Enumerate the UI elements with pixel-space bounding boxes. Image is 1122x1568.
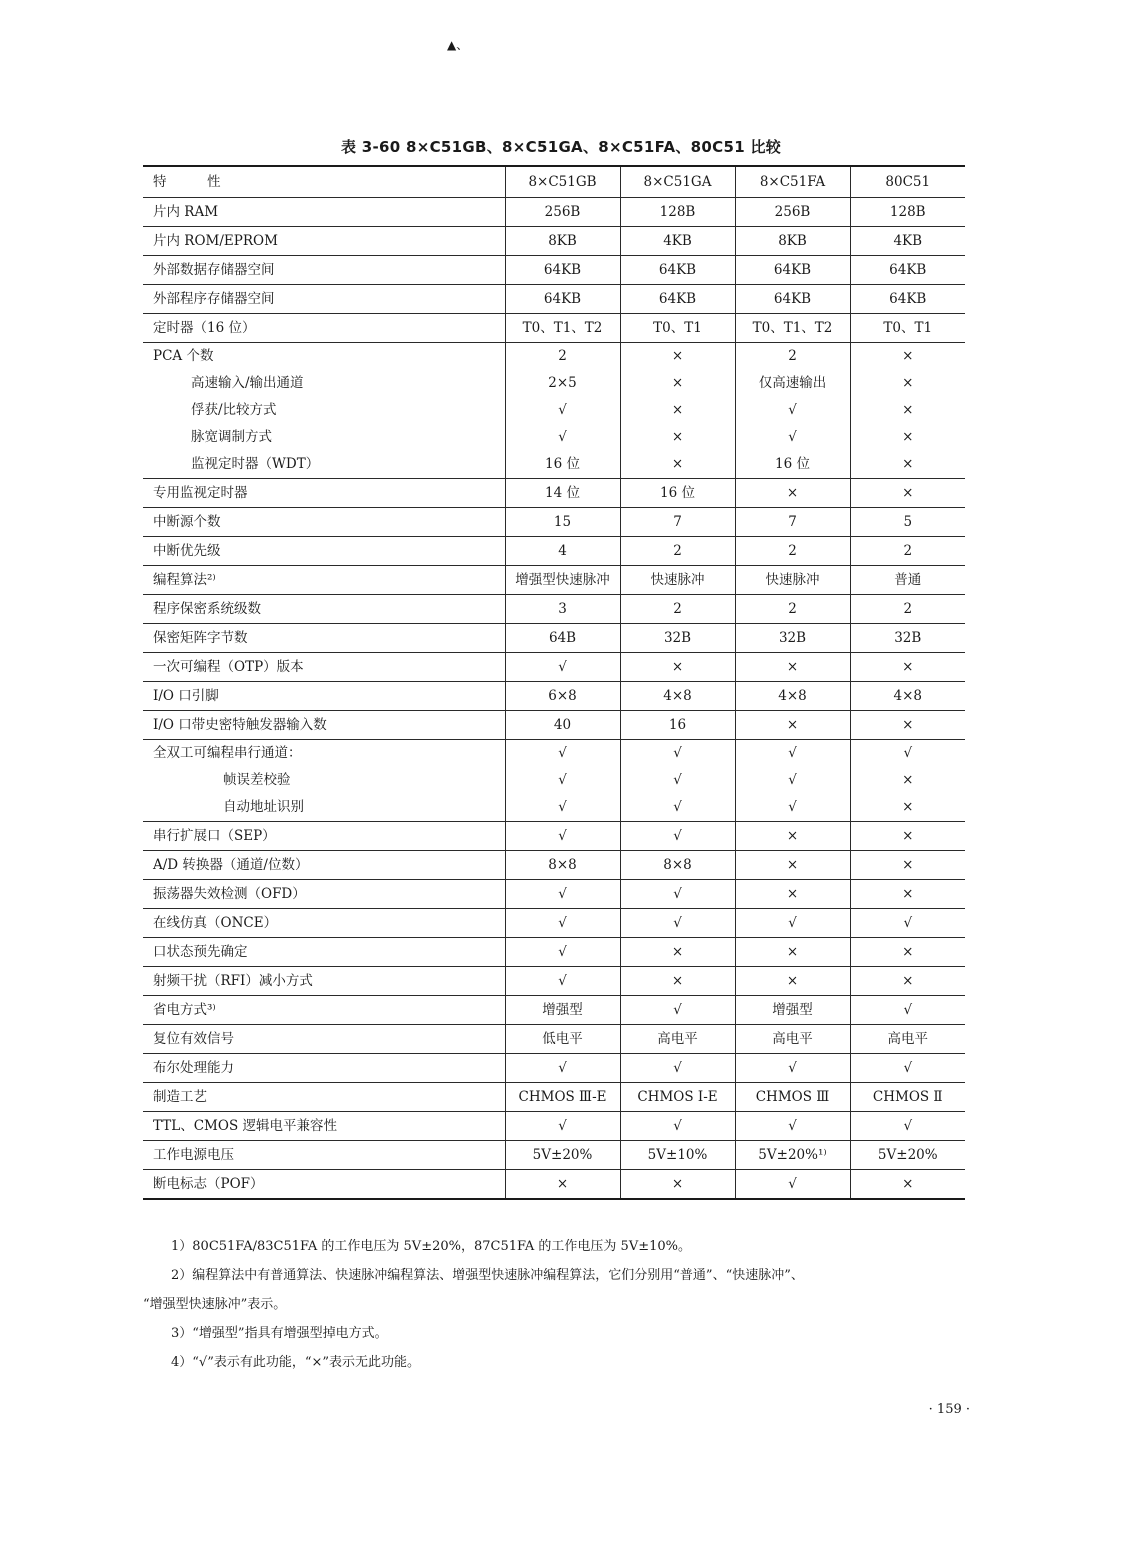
row-label: 一次可编程（OTP）版本 [143, 653, 505, 682]
cell-value: 16 [620, 711, 735, 740]
cell-value: 8KB [735, 227, 850, 256]
row-label: 高速输入/输出通道 [191, 375, 304, 391]
header-8xc51fa: 8×C51FA [735, 166, 850, 198]
cell-value: × [505, 1170, 620, 1200]
cell-value: × [671, 402, 684, 418]
cell-value: 仅高速输出 [758, 375, 827, 391]
cell-value: 64KB [505, 256, 620, 285]
cell-value: 4KB [620, 227, 735, 256]
cell-value: CHMOS Ⅲ-E [505, 1083, 620, 1112]
cell-value: 7 [620, 508, 735, 537]
cell-value: √ [673, 772, 682, 788]
cell-value: √ [505, 1054, 620, 1083]
cell-value: √ [735, 1054, 850, 1083]
cell-value: 2 [850, 537, 965, 566]
cell-value: 256B [735, 198, 850, 227]
table-row-group [143, 740, 965, 822]
cell-value-group [850, 740, 965, 822]
row-label: 工作电源电压 [143, 1141, 505, 1170]
cell-value: × [620, 967, 735, 996]
cell-value: √ [620, 822, 735, 851]
table-row [143, 938, 965, 967]
cell-value: × [735, 967, 850, 996]
row-label: 口状态预先确定 [143, 938, 505, 967]
cell-value: 14 位 [505, 479, 620, 508]
cell-value: × [850, 938, 965, 967]
table-row [143, 198, 965, 227]
cell-value: 4×8 [620, 682, 735, 711]
footnote: 3）“增强型”指具有增强型掉电方式。 [171, 1326, 388, 1341]
cell-value: √ [505, 909, 620, 938]
cell-value: 低电平 [505, 1025, 620, 1054]
footnote: 1）80C51FA/83C51FA 的工作电压为 5V±20%，87C51FA 的工作电压为 5V±10%。 [171, 1239, 692, 1254]
cell-value: 64KB [735, 256, 850, 285]
cell-value: × [850, 822, 965, 851]
cell-value: × [850, 653, 965, 682]
cell-value: 2 [850, 595, 965, 624]
cell-value: CHMOS Ⅰ-E [620, 1083, 735, 1112]
cell-value: √ [850, 996, 965, 1025]
header-feature: 特 性 [143, 166, 505, 198]
cell-value: × [850, 967, 965, 996]
cell-value: 2 [735, 537, 850, 566]
comparison-table [143, 165, 965, 1200]
table-row [143, 1141, 965, 1170]
top-mark: ▲、 [447, 38, 469, 52]
cell-value: 32B [850, 624, 965, 653]
row-label: PCA 个数 [153, 348, 214, 364]
footnote: 4）“√”表示有此功能，“×”表示无此功能。 [171, 1355, 421, 1370]
row-label: 射频干扰（RFI）减小方式 [143, 967, 505, 996]
row-label: 保密矩阵字节数 [143, 624, 505, 653]
table-row [143, 1025, 965, 1054]
cell-value: 2 [788, 348, 797, 364]
cell-value: 增强型 [735, 996, 850, 1025]
row-label: 中断优先级 [143, 537, 505, 566]
cell-value: 128B [850, 198, 965, 227]
row-label: 帧误差校验 [223, 772, 291, 788]
cell-value: 高电平 [850, 1025, 965, 1054]
row-label: 全双工可编程串行通道： [153, 745, 302, 761]
cell-value: T0、T1 [850, 314, 965, 343]
row-label: 监视定时器（WDT） [191, 456, 320, 472]
cell-value: 普通 [850, 566, 965, 595]
table-title: 表 3-60 8×C51GB、8×C51GA、8×C51FA、80C51 比较 [340, 138, 782, 156]
cell-value: 32B [735, 624, 850, 653]
page-number: · 159 · [928, 1402, 970, 1417]
cell-value: 5V±20%¹⁾ [735, 1141, 850, 1170]
cell-value: √ [558, 745, 567, 761]
cell-value: 16 位 [620, 479, 735, 508]
cell-value: 4 [505, 537, 620, 566]
cell-value: CHMOS Ⅲ [735, 1083, 850, 1112]
cell-value: T0、T1、T2 [505, 314, 620, 343]
cell-value: 8×8 [505, 851, 620, 880]
cell-value: × [620, 938, 735, 967]
table-row [143, 967, 965, 996]
cell-value: × [735, 479, 850, 508]
cell-value: √ [788, 799, 797, 815]
cell-value: 64B [505, 624, 620, 653]
cell-value: 4KB [850, 227, 965, 256]
cell-value: √ [620, 880, 735, 909]
row-label: 制造工艺 [143, 1083, 505, 1112]
cell-value: √ [505, 967, 620, 996]
cell-value: √ [505, 653, 620, 682]
cell-value: √ [620, 1054, 735, 1083]
cell-value: 2 [620, 595, 735, 624]
row-label: 自动地址识别 [223, 799, 304, 815]
cell-value: 快速脉冲 [735, 566, 850, 595]
header-8xc51ga: 8×C51GA [620, 166, 735, 198]
table-row [143, 1083, 965, 1112]
footnote-continuation: “增强型快速脉冲”表示。 [143, 1297, 287, 1312]
row-label: I/O 口带史密特触发器输入数 [143, 711, 505, 740]
table-row [143, 1170, 965, 1200]
row-label: 脉宽调制方式 [191, 429, 272, 445]
row-label: A/D 转换器（通道/位数） [143, 851, 505, 880]
cell-value: 高电平 [735, 1025, 850, 1054]
table-row [143, 996, 965, 1025]
table-row [143, 880, 965, 909]
row-label: TTL、CMOS 逻辑电平兼容性 [143, 1112, 505, 1141]
cell-value: √ [505, 880, 620, 909]
cell-value: 2 [735, 595, 850, 624]
cell-value: 32B [620, 624, 735, 653]
header-8xc51gb: 8×C51GB [505, 166, 620, 198]
cell-value: × [671, 375, 684, 391]
table-row-group [143, 343, 965, 479]
cell-value: 7 [735, 508, 850, 537]
row-label: 程序保密系统级数 [143, 595, 505, 624]
cell-value: √ [620, 1112, 735, 1141]
cell-value-group [505, 343, 620, 479]
table-row [143, 653, 965, 682]
row-label: 断电标志（POF） [143, 1170, 505, 1200]
cell-value: √ [673, 745, 682, 761]
row-label: 外部数据存储器空间 [143, 256, 505, 285]
cell-value: 8KB [505, 227, 620, 256]
cell-value: √ [735, 909, 850, 938]
cell-value-group [620, 343, 735, 479]
row-label: 片内 RAM [143, 198, 505, 227]
cell-value: 4×8 [735, 682, 850, 711]
cell-value: 2×5 [548, 375, 577, 391]
cell-value: 16 位 [775, 456, 810, 472]
cell-value-group [735, 740, 850, 822]
row-label: 布尔处理能力 [143, 1054, 505, 1083]
cell-value: √ [850, 909, 965, 938]
row-label-group [143, 740, 505, 822]
cell-value: × [671, 456, 684, 472]
cell-value: 5V±20% [850, 1141, 965, 1170]
cell-value: 4×8 [850, 682, 965, 711]
table-body [143, 198, 965, 1200]
cell-value-group [505, 740, 620, 822]
cell-value: √ [903, 745, 913, 761]
cell-value: 5 [850, 508, 965, 537]
row-label: 中断源个数 [143, 508, 505, 537]
row-label: 外部程序存储器空间 [143, 285, 505, 314]
cell-value: 8×8 [620, 851, 735, 880]
cell-value: 64KB [620, 256, 735, 285]
cell-value: × [735, 938, 850, 967]
cell-value: √ [850, 1112, 965, 1141]
cell-value: × [902, 772, 914, 788]
table-row [143, 566, 965, 595]
table-row [143, 851, 965, 880]
cell-value: T0、T1、T2 [735, 314, 850, 343]
table-row [143, 256, 965, 285]
row-label: 复位有效信号 [143, 1025, 505, 1054]
table-row [143, 1054, 965, 1083]
cell-value: √ [505, 1112, 620, 1141]
cell-value: × [902, 375, 914, 391]
cell-value: 2 [558, 348, 567, 364]
header-row [143, 166, 965, 198]
cell-value: × [850, 880, 965, 909]
row-label: 俘获/比较方式 [191, 402, 277, 418]
cell-value: 5V±10% [620, 1141, 735, 1170]
cell-value: √ [505, 938, 620, 967]
row-label: 编程算法²⁾ [143, 566, 505, 595]
cell-value: √ [620, 996, 735, 1025]
cell-value: √ [788, 745, 797, 761]
cell-value: 5V±20% [505, 1141, 620, 1170]
row-label: 定时器（16 位） [143, 314, 505, 343]
cell-value: × [902, 429, 914, 445]
row-label: I/O 口引脚 [143, 682, 505, 711]
cell-value: × [735, 880, 850, 909]
row-label: 振荡器失效检测（OFD） [143, 880, 505, 909]
footnotes [143, 1232, 983, 1377]
cell-value: √ [558, 799, 567, 815]
cell-value-group [620, 740, 735, 822]
cell-value: 快速脉冲 [620, 566, 735, 595]
cell-value-group [850, 343, 965, 479]
table-row [143, 314, 965, 343]
table-row [143, 285, 965, 314]
cell-value: √ [735, 1112, 850, 1141]
cell-value: 64KB [850, 285, 965, 314]
row-label: 片内 ROM/EPROM [143, 227, 505, 256]
cell-value: 16 位 [545, 456, 580, 472]
cell-value: √ [620, 909, 735, 938]
cell-value: √ [505, 822, 620, 851]
cell-value: √ [788, 402, 797, 418]
cell-value: 64KB [850, 256, 965, 285]
footnote: 2）编程算法中有普通算法、快速脉冲编程算法、增强型快速脉冲编程算法，它们分别用“普通”、“快速脉冲”、 [171, 1268, 804, 1283]
cell-value: 增强型 [505, 996, 620, 1025]
cell-value: × [902, 348, 914, 364]
row-label: 专用监视定时器 [143, 479, 505, 508]
cell-value: × [850, 1170, 965, 1200]
table-row [143, 227, 965, 256]
cell-value: 40 [505, 711, 620, 740]
cell-value: 6×8 [505, 682, 620, 711]
cell-value: 64KB [735, 285, 850, 314]
cell-value: 2 [620, 537, 735, 566]
cell-value-group [735, 343, 850, 479]
cell-value: 增强型快速脉冲 [505, 566, 620, 595]
cell-value: √ [558, 772, 567, 788]
cell-value: × [902, 402, 914, 418]
cell-value: × [850, 479, 965, 508]
table-row [143, 909, 965, 938]
table-row [143, 537, 965, 566]
cell-value: × [671, 429, 684, 445]
row-label: 省电方式³⁾ [143, 996, 505, 1025]
row-label: 在线仿真（ONCE） [143, 909, 505, 938]
table-row [143, 682, 965, 711]
row-label-group [143, 343, 505, 479]
header-80c51: 80C51 [850, 166, 965, 198]
table-row [143, 595, 965, 624]
cell-value: T0、T1 [620, 314, 735, 343]
cell-value: 256B [505, 198, 620, 227]
cell-value: × [620, 1170, 735, 1200]
cell-value: × [735, 711, 850, 740]
cell-value: √ [735, 1170, 850, 1200]
table-row [143, 624, 965, 653]
cell-value: × [735, 851, 850, 880]
table-row [143, 711, 965, 740]
cell-value: 15 [505, 508, 620, 537]
cell-value: CHMOS Ⅱ [850, 1083, 965, 1112]
cell-value: 64KB [620, 285, 735, 314]
table-row [143, 479, 965, 508]
cell-value: √ [558, 429, 567, 445]
row-label: 串行扩展口（SEP） [143, 822, 505, 851]
cell-value: √ [673, 799, 682, 815]
cell-value: × [620, 653, 735, 682]
table-row [143, 822, 965, 851]
cell-value: √ [558, 402, 567, 418]
table-row [143, 1112, 965, 1141]
cell-value: × [902, 799, 914, 815]
cell-value: × [850, 711, 965, 740]
cell-value: 128B [620, 198, 735, 227]
cell-value: × [735, 653, 850, 682]
cell-value: × [671, 348, 684, 364]
cell-value: × [850, 851, 965, 880]
cell-value: √ [788, 772, 797, 788]
cell-value: √ [788, 429, 797, 445]
cell-value: × [735, 822, 850, 851]
cell-value: × [902, 456, 914, 472]
cell-value: 高电平 [620, 1025, 735, 1054]
cell-value: 3 [505, 595, 620, 624]
cell-value: 64KB [505, 285, 620, 314]
table-row [143, 508, 965, 537]
cell-value: √ [850, 1054, 965, 1083]
